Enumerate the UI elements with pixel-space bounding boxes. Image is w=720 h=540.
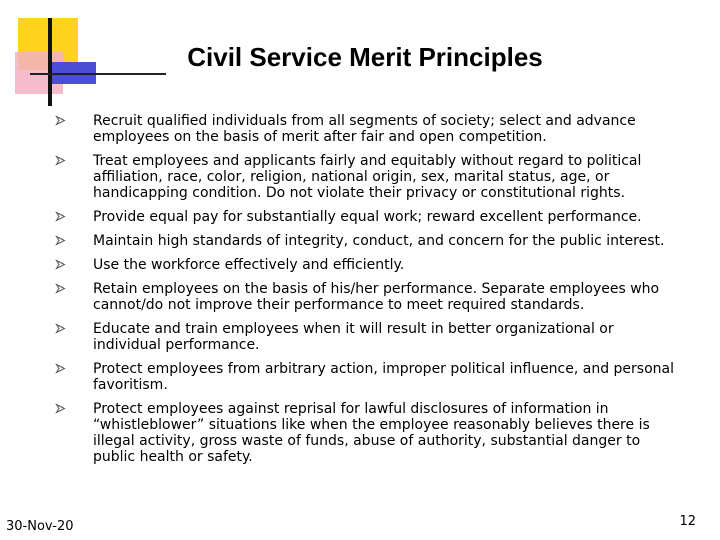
slide-title: Civil Service Merit Principles [187,42,543,72]
chevron-arrow-bullet-icon [55,323,66,334]
chevron-arrow-bullet-icon [55,259,66,270]
bullet-item [52,401,682,465]
bullet-item [52,153,682,201]
bullet-item [52,209,682,225]
footer-date: 30-Nov-20 [6,519,74,534]
bullet-text: Maintain high standards of integrity, conduct, and concern for the public interest. [93,233,665,249]
chevron-arrow-bullet-icon [55,155,66,166]
chevron-arrow-bullet-icon [55,403,66,414]
chevron-arrow-bullet-icon [55,235,66,246]
chevron-arrow-bullet-icon [55,283,66,294]
bullet-text: Retain employees on the basis of his/her performance. Separate employees who cannot/do not improve their performance to meet required standards. [93,281,660,313]
bullet-item [52,321,682,353]
bullet-text: Protect employees from arbitrary action, improper political influence, and personal favoritism. [93,361,675,393]
chevron-arrow-bullet-icon [55,363,66,374]
bullet-item [52,113,682,145]
merit-principles-list [52,113,682,473]
bullet-text: Treat employees and applicants fairly and equitably without regard to political affiliation, race, color, religion, national origin, sex, marital status, age, or handicapping condition. Do not violate their privacy or constitutional rights. [93,153,642,201]
chevron-arrow-bullet-icon [55,115,66,126]
bullet-item [52,281,682,313]
bullet-text: Protect employees against reprisal for lawful disclosures of information in “whistleblower” situations like when the employee reasonably believes there is illegal activity, gross waste of funds, abuse of authority, substantial danger to public health or safety. [93,401,650,465]
bullet-text: Use the workforce effectively and efficiently. [93,257,405,273]
chevron-arrow-bullet-icon [55,211,66,222]
bullet-item [52,257,682,273]
bullet-text: Provide equal pay for substantially equal work; reward excellent performance. [93,209,642,225]
bullet-text: Educate and train employees when it will result in better organizational or individual performance. [93,321,614,353]
bullet-item [52,233,682,249]
page-number: 12 [679,514,696,529]
bullet-item [52,361,682,393]
decorative-horizontal-line [30,73,166,75]
bullet-text: Recruit qualified individuals from all segments of society; select and advance employees on the basis of merit after fair and open competition. [93,113,636,145]
